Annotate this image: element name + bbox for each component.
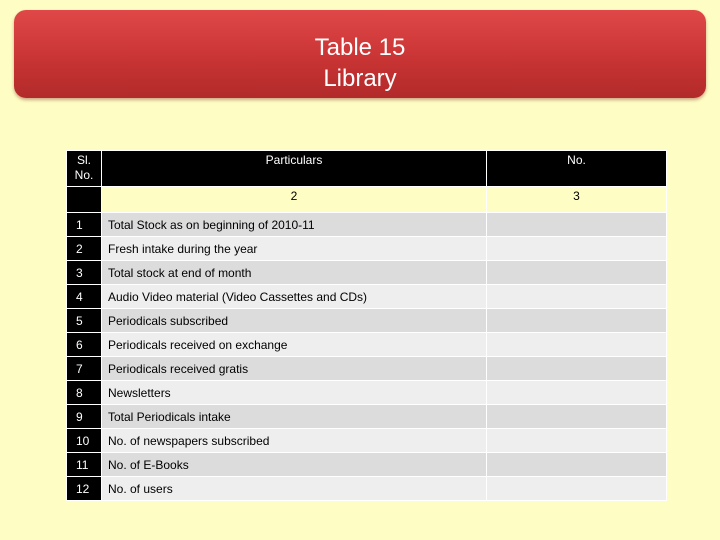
- row-particulars: Total Stock as on beginning of 2010-11: [102, 213, 487, 237]
- row-particulars: Fresh intake during the year: [102, 237, 487, 261]
- row-value: [487, 453, 667, 477]
- column-number-sl: [67, 187, 102, 213]
- library-table: [66, 150, 667, 501]
- table-row: [67, 405, 667, 429]
- row-particulars: No. of newspapers subscribed: [102, 429, 487, 453]
- row-particulars: No. of users: [102, 477, 487, 501]
- row-value: [487, 237, 667, 261]
- row-value: [487, 309, 667, 333]
- column-number-particulars: 2: [102, 187, 487, 213]
- row-value: [487, 477, 667, 501]
- table-row: [67, 261, 667, 285]
- row-particulars: Total Periodicals intake: [102, 405, 487, 429]
- table-title: Table 15: [314, 34, 406, 61]
- row-sl-no: 12: [67, 477, 102, 501]
- column-number-row: [67, 187, 667, 213]
- table-row: [67, 357, 667, 381]
- row-value: [487, 333, 667, 357]
- row-sl-no: 8: [67, 381, 102, 405]
- row-sl-no: 11: [67, 453, 102, 477]
- header-sl-no: [67, 151, 102, 187]
- row-value: [487, 285, 667, 309]
- row-particulars: Periodicals received on exchange: [102, 333, 487, 357]
- header-sl-line1: Sl.: [76, 153, 91, 167]
- row-particulars: Newsletters: [102, 381, 487, 405]
- row-sl-no: 7: [67, 357, 102, 381]
- table-row: [67, 285, 667, 309]
- row-value: [487, 429, 667, 453]
- row-value: [487, 405, 667, 429]
- title-banner: [14, 10, 706, 98]
- row-sl-no: 3: [67, 261, 102, 285]
- row-sl-no: 6: [67, 333, 102, 357]
- row-particulars: Audio Video material (Video Cassettes and CDs): [102, 285, 487, 309]
- header-sl-line2: No.: [74, 168, 94, 182]
- row-value: [487, 381, 667, 405]
- table-row: [67, 477, 667, 501]
- row-value: [487, 213, 667, 237]
- row-particulars: Periodicals subscribed: [102, 309, 487, 333]
- table-subtitle: Library: [323, 65, 397, 92]
- table-row: [67, 309, 667, 333]
- header-particulars: Particulars: [102, 151, 487, 187]
- table-row: [67, 381, 667, 405]
- row-particulars: Periodicals received gratis: [102, 357, 487, 381]
- row-sl-no: 9: [67, 405, 102, 429]
- row-particulars: No. of E-Books: [102, 453, 487, 477]
- row-value: [487, 261, 667, 285]
- row-sl-no: 4: [67, 285, 102, 309]
- header-row: [67, 151, 667, 187]
- row-particulars: Total stock at end of month: [102, 261, 487, 285]
- column-number-no: 3: [487, 187, 667, 213]
- row-sl-no: 1: [67, 213, 102, 237]
- table-row: [67, 429, 667, 453]
- row-value: [487, 357, 667, 381]
- row-sl-no: 10: [67, 429, 102, 453]
- header-no: No.: [487, 151, 667, 187]
- row-sl-no: 2: [67, 237, 102, 261]
- table-body: [67, 213, 667, 501]
- table-row: [67, 453, 667, 477]
- row-sl-no: 5: [67, 309, 102, 333]
- table-row: [67, 333, 667, 357]
- table-row: [67, 213, 667, 237]
- table-row: [67, 237, 667, 261]
